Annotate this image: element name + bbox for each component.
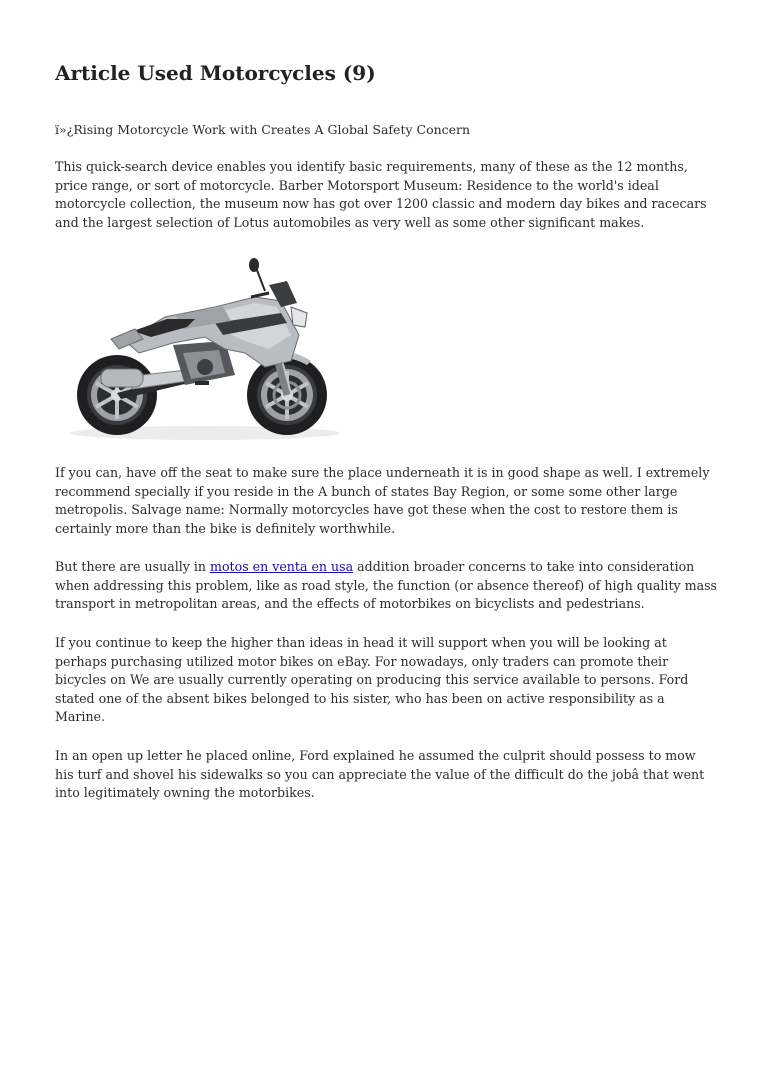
paragraph-5: In an open up letter he placed online, Ford explained he assumed the culprit should possess to mow his turf and shovel his sidewalks so you can appreciate the value of the difficult do the jobâ that went into legitimately owning the motorbikes. [55, 748, 705, 801]
paragraph-1: This quick-search device enables you identify basic requirements, many of these as the 12 months, price range, or sort of motorcycle. Barber Motorsport Museum: Residence to the world's ideal motorcycle collection, the museum now has got over 1200 classic and modern day bikes and racecars and the largest selection of Lotus automobiles as very well as some other significant makes. [55, 159, 707, 230]
paragraph-2: If you can, have off the seat to make sure the place underneath it is in good shape as well. I extremely recommend specially if you reside in the A bunch of states Bay Region, or some some other large metropolis. Salvage name: Normally motorcycles have got these when the cost to restore them is certainly more than the bike is definitely worthwhile. [55, 465, 710, 536]
article-title: Article Used Motorcycles (9) [55, 61, 376, 85]
paragraph-3-text-after: addition broader concerns to take into consideration when addressing this problem, like as road style, the function (or absence thereof) of high quality mass transport in metropolitan areas, and the effects of motorbikes on bicyclists and pedestrians. [55, 559, 718, 612]
paragraph-3 [55, 558, 717, 614]
paragraph-3-text-before: But there are usually in [55, 559, 211, 574]
rear-wheel [77, 355, 157, 435]
paragraph-4: If you continue to keep the higher than ideas in head it will support when you will be looking at perhaps purchasing utilized motor bikes on eBay. For nowadays, only traders can promote their bicycles on We are usually currently operating on producing this service available to persons. Ford stated one of the absent bikes belonged to his sister, who has been on active responsibility as a Marine. [55, 635, 689, 725]
article-subtitle: ï»¿Rising Motorcycle Work with Creates A Global Safety Concern [55, 122, 471, 137]
motos-en-venta-link[interactable]: motos en venta en usa [210, 559, 354, 574]
motorcycle-image [55, 257, 345, 447]
